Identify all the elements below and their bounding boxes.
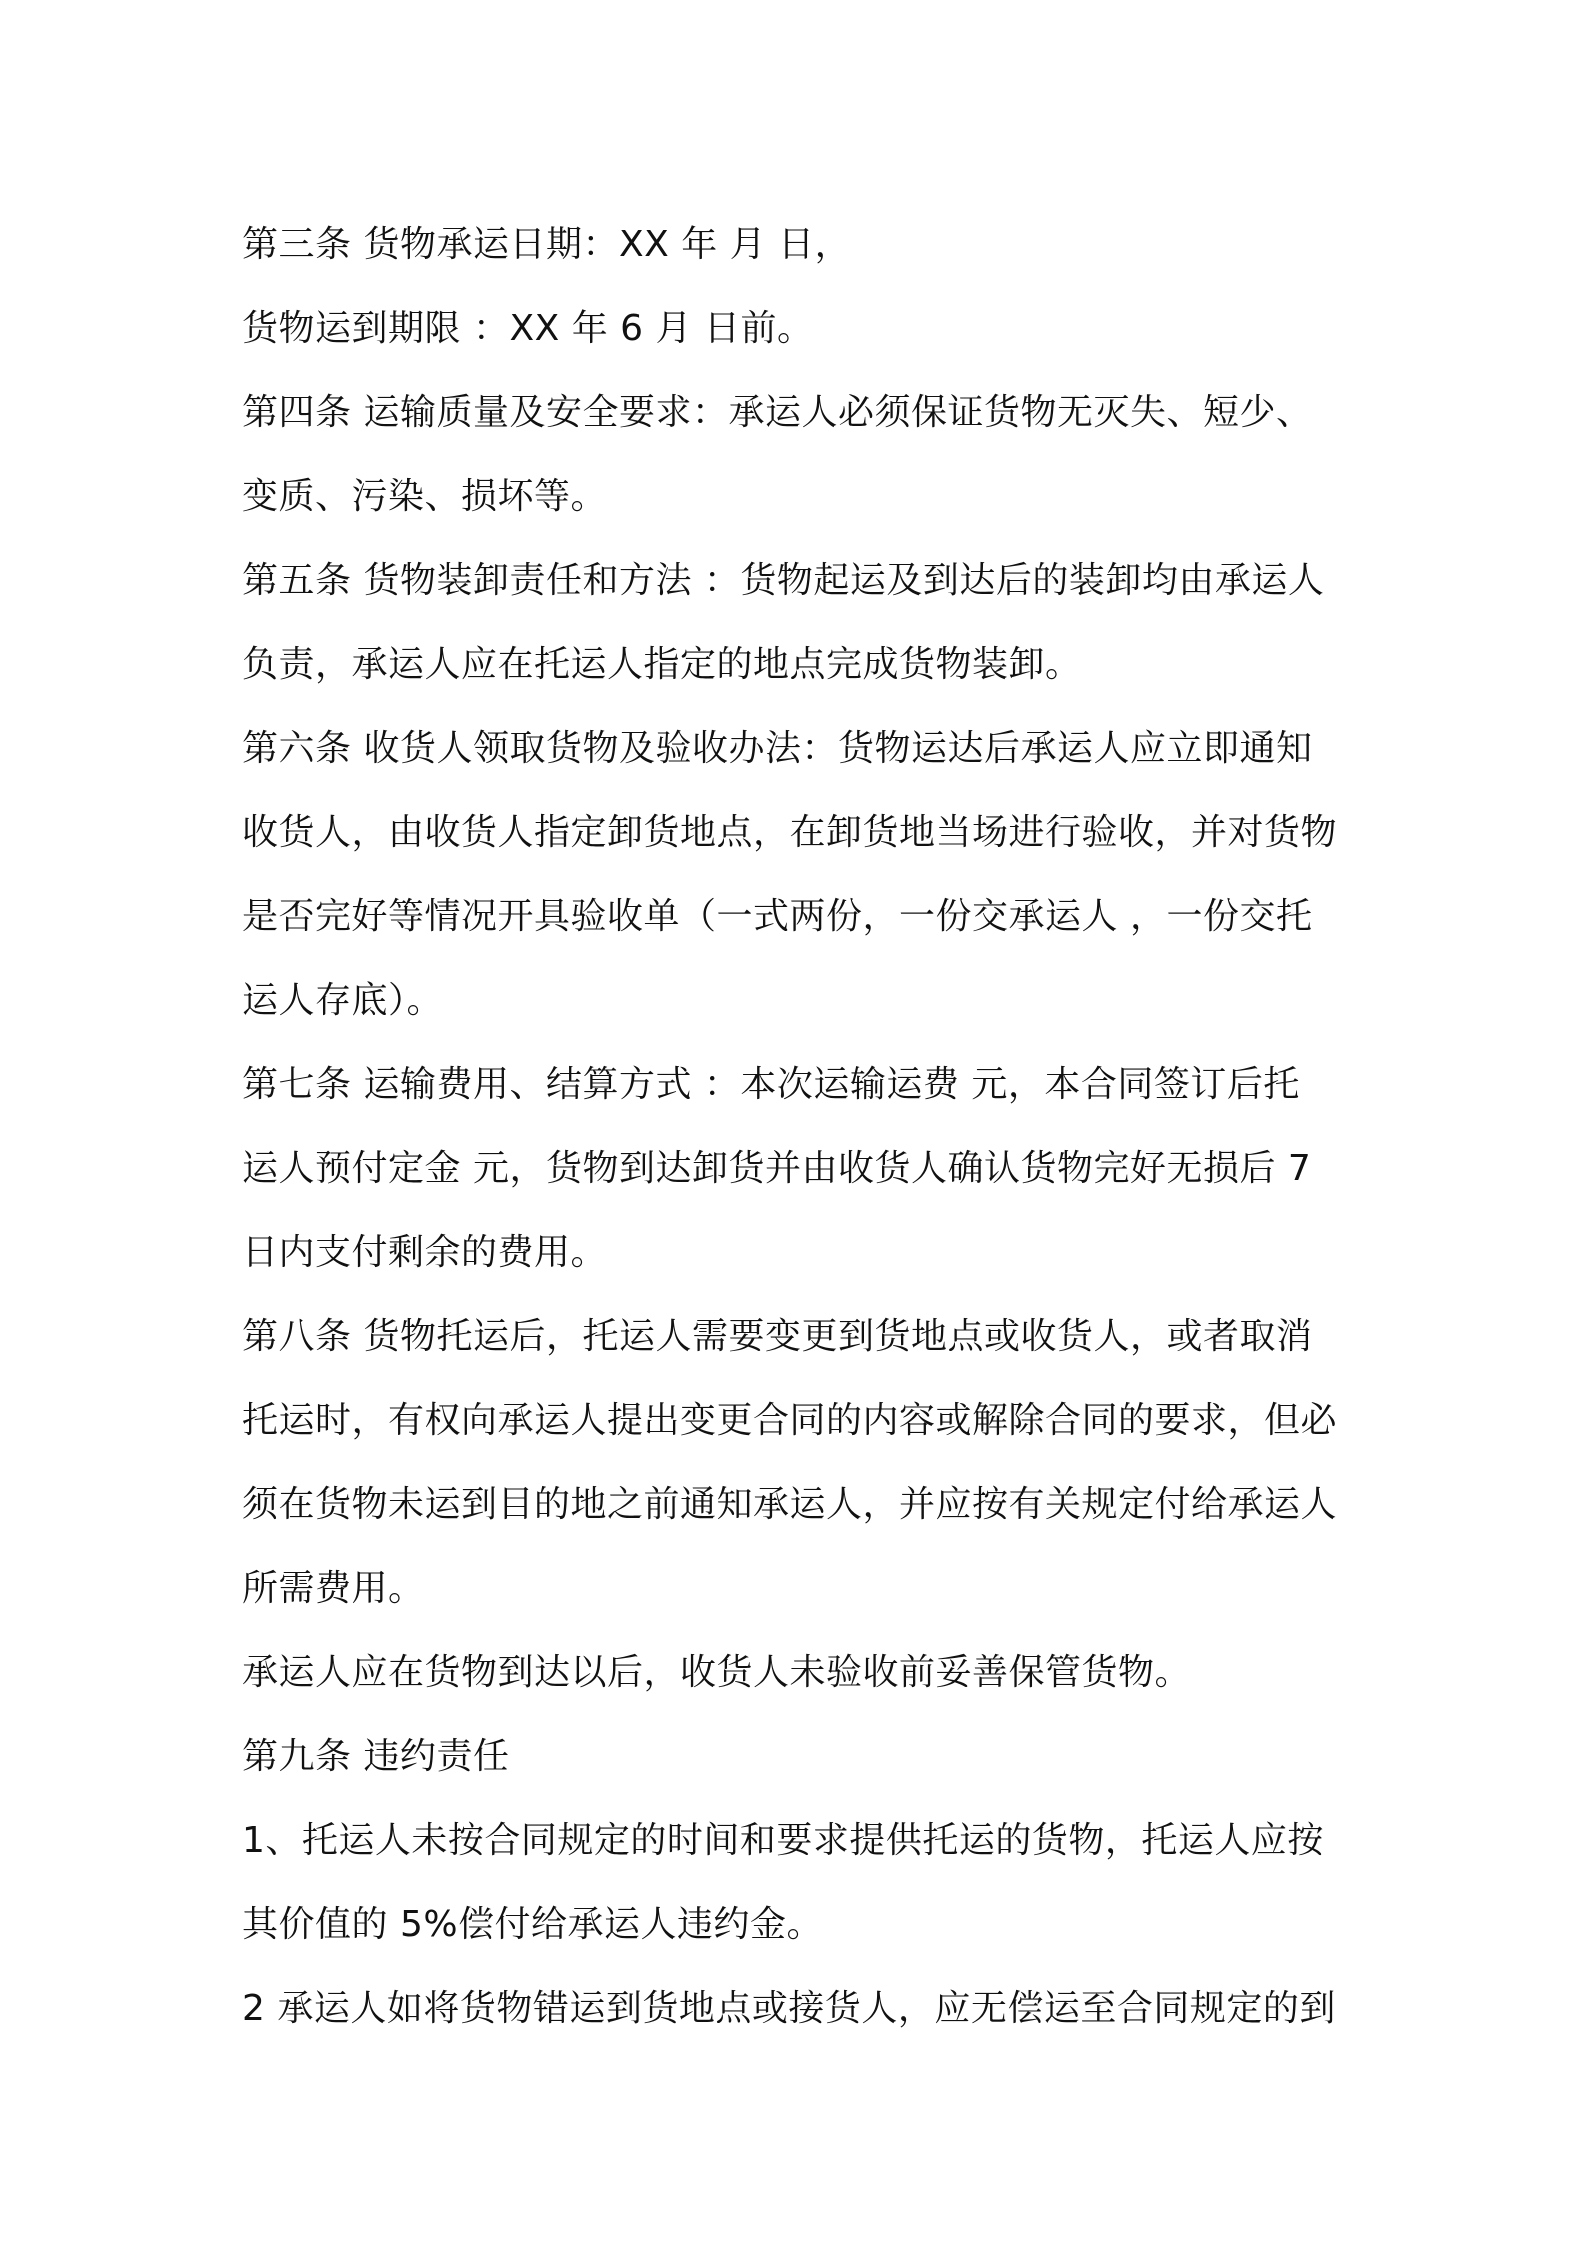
text-line: 运人预付定金 元，货物到达卸货并由收货人确认货物完好无损后 7 — [242, 1148, 1312, 1189]
document-body — [242, 203, 1352, 2051]
text-line: 所需费用。 — [242, 1568, 425, 1609]
text-line: 托运时，有权向承运人提出变更合同的内容或解除合同的要求，但必 — [242, 1400, 1338, 1441]
text-line: 须在货物未运到目的地之前通知承运人，并应按有关规定付给承运人 — [242, 1484, 1338, 1525]
text-line: 变质、污染、损坏等。 — [242, 476, 608, 517]
text-line: 第七条 运输费用、结算方式 ：本次运输运费 元，本合同签订后托 — [242, 1064, 1300, 1105]
text-line: 2 承运人如将货物错运到货地点或接货人，应无偿运至合同规定的到 — [242, 1988, 1336, 2029]
text-line: 第八条 货物托运后，托运人需要变更到货地点或收货人，或者取消 — [242, 1316, 1313, 1357]
text-line: 日内支付剩余的费用。 — [242, 1232, 608, 1273]
text-line: 承运人应在货物到达以后，收货人未验收前妥善保管货物。 — [242, 1652, 1192, 1693]
text-line: 第五条 货物装卸责任和方法 ：货物起运及到达后的装卸均由承运人 — [242, 560, 1325, 601]
text-line: 货物运到期限 ：XX 年 6 月 日前。 — [242, 308, 814, 349]
text-line: 运人存底）。 — [242, 980, 444, 1021]
text-line: 1、托运人未按合同规定的时间和要求提供托运的货物，托运人应按 — [242, 1820, 1324, 1861]
text-line: 第三条 货物承运日期：XX 年 月 日， — [242, 224, 852, 265]
text-line: 第六条 收货人领取货物及验收办法：货物运达后承运人应立即通知 — [242, 728, 1313, 769]
text-line: 第九条 违约责任 — [242, 1736, 510, 1777]
text-line: 是否完好等情况开具验收单（一式两份，一份交承运人 ，一份交托 — [242, 896, 1313, 937]
text-line: 收货人，由收货人指定卸货地点，在卸货地当场进行验收，并对货物 — [242, 812, 1338, 853]
text-line: 第四条 运输质量及安全要求：承运人必须保证货物无灭失、短少、 — [242, 392, 1313, 433]
text-line: 负责，承运人应在托运人指定的地点完成货物装卸。 — [242, 644, 1082, 685]
text-line: 其价值的 5%偿付给承运人违约金。 — [242, 1904, 824, 1945]
